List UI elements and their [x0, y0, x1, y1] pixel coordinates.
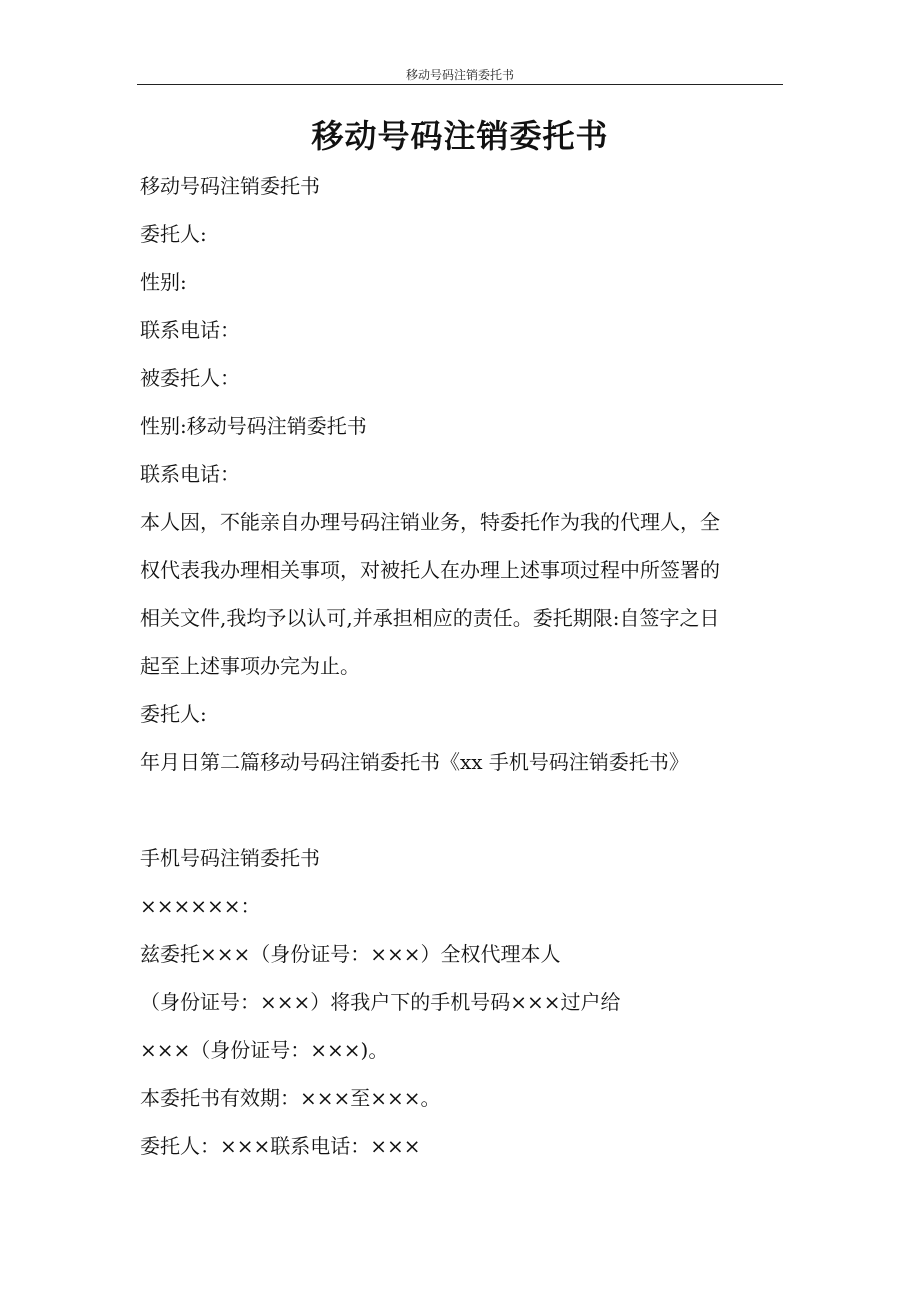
authorization-line: 兹委托×××（身份证号：×××）全权代理本人	[140, 942, 561, 966]
addressee-line: ××××××：	[140, 894, 261, 918]
header-divider	[137, 84, 783, 85]
recipient-line: ×××（身份证号：×××)。	[140, 1038, 389, 1062]
running-header: 移动号码注销委托书	[405, 68, 514, 82]
transfer-line: （身份证号：×××）将我户下的手机号码×××过户给	[140, 990, 621, 1014]
agent-label: 被委托人：	[140, 366, 240, 390]
paragraph-line: 权代表我办理相关事项，对被托人在办理上述事项过程中所签署的	[140, 558, 720, 582]
principal-label: 委托人:	[140, 222, 207, 246]
agent-gender-label: 性别:移动号码注销委托书	[140, 414, 367, 438]
signature-label: 委托人:	[140, 702, 207, 726]
authorization-paragraph	[140, 498, 780, 690]
validity-line: 本委托书有效期：×××至×××。	[140, 1086, 441, 1110]
document-body	[140, 162, 780, 1170]
paragraph-line: 起至上述事项办完为止。	[140, 654, 360, 678]
date-and-section-heading: 年月日第二篇移动号码注销委托书《xx 手机号码注销委托书》	[140, 750, 689, 774]
subtitle-line: 移动号码注销委托书	[140, 174, 320, 198]
agent-phone-label: 联系电话：	[140, 462, 240, 486]
paragraph-line: 相关文件,我均予以认可,并承担相应的责任。委托期限:自签字之日	[140, 606, 720, 630]
phone-label: 联系电话：	[140, 318, 240, 342]
principal-contact-line: 委托人：×××联系电话：×××	[140, 1134, 421, 1158]
document-title: 移动号码注销委托书	[311, 117, 609, 155]
blank-spacer	[140, 786, 780, 834]
paragraph-line: 本人因，不能亲自办理号码注销业务，特委托作为我的代理人，全	[140, 510, 720, 534]
gender-label: 性别:	[140, 270, 187, 294]
section-title: 手机号码注销委托书	[140, 846, 320, 870]
